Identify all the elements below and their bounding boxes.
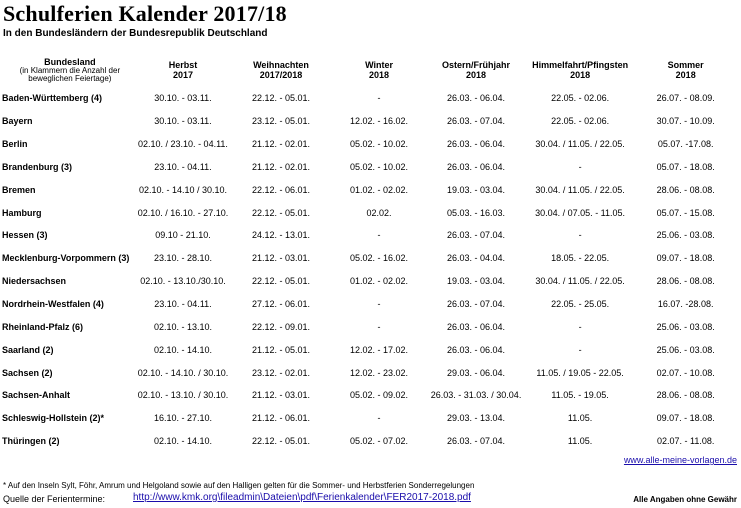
table-row (2, 270, 739, 293)
winter-cell: - (377, 413, 381, 424)
winter-cell: 12.02. - 23.02. (350, 367, 409, 378)
herbst-cell: 02.10. - 13.10. / 30.10. (137, 390, 229, 401)
header-sommer (632, 52, 739, 87)
weihnachten-cell: 23.12. - 05.01. (251, 116, 311, 127)
header-herbst-year: 2017 (172, 69, 193, 80)
table-row (2, 338, 739, 361)
weihnachten-cell: 21.12. - 02.01. (251, 161, 311, 172)
sommer-cell: 28.06. - 08.08. (656, 390, 715, 401)
weihnachten-cell: 21.12. - 05.01. (251, 344, 311, 355)
table-header-row (2, 52, 739, 87)
ostern-cell: 26.03. - 07.04. (447, 436, 506, 447)
sommer-cell: 30.07. - 10.09. (656, 116, 715, 127)
sommer-cell: 25.06. - 03.08. (656, 344, 715, 355)
disclaimer: Alle Angaben ohne Gewähr (633, 495, 737, 504)
table-row (2, 247, 739, 270)
state-name: Thüringen (2) (2, 436, 60, 447)
sommer-cell: 05.07. - 18.08. (656, 161, 715, 172)
ostern-cell: 26.03. - 04.04. (447, 253, 506, 264)
weihnachten-cell: 22.12. - 05.01. (251, 93, 311, 104)
herbst-cell: 16.10. - 27.10. (153, 413, 212, 424)
header-sommer-year: 2018 (675, 69, 696, 80)
weihnachten-cell: 21.12. - 06.01. (251, 413, 311, 424)
state-name: Saarland (2) (2, 344, 54, 355)
ostern-cell: 26.03. - 07.04. (447, 299, 506, 310)
ostern-cell: 19.03. - 03.04. (447, 276, 506, 287)
herbst-cell: 30.10. - 03.11. (154, 116, 212, 127)
sommer-cell: 09.07. - 18.08. (656, 253, 715, 264)
header-winter-label: Winter (365, 59, 393, 70)
pfingsten-cell: 30.04. / 11.05. / 22.05. (535, 139, 625, 150)
weihnachten-cell: 22.12. - 05.01. (251, 436, 311, 447)
state-name: Nordrhein-Westfalen (4) (2, 299, 104, 310)
ostern-cell: 26.03. - 06.04. (447, 161, 506, 172)
winter-cell: 05.02. - 16.02. (350, 253, 409, 264)
pfingsten-cell: 18.05. - 22.05. (551, 253, 610, 264)
sommer-cell: 28.06. - 08.08. (656, 184, 715, 195)
winter-cell: - (377, 93, 381, 104)
pfingsten-cell: 22.05. - 02.06. (551, 93, 610, 104)
winter-cell: 12.02. - 17.02. (350, 344, 409, 355)
ostern-cell: 29.03. - 13.04. (447, 413, 506, 424)
pfingsten-cell: 22.05. - 25.05. (551, 299, 610, 310)
state-name: Rheinland-Pfalz (6) (2, 321, 84, 332)
state-name: Schleswig-Hollstein (2)* (2, 413, 105, 424)
herbst-cell: 02.10. - 14.10. (153, 436, 212, 447)
weihnachten-cell: 21.12. - 03.01. (251, 253, 311, 264)
table-row (2, 87, 739, 110)
sommer-cell: 05.07. - 15.08. (656, 207, 715, 218)
header-state-title: Bundesland (44, 56, 96, 67)
state-name: Mecklenburg-Vorpommern (3) (2, 253, 130, 264)
table-row (2, 156, 739, 179)
sommer-cell: 05.07. -17.08. (657, 139, 714, 150)
ostern-cell: 26.03. - 31.03. / 30.04. (430, 390, 522, 401)
herbst-cell: 23.10. - 28.10. (153, 253, 212, 264)
page-title: Schulferien Kalender 2017/18 (3, 1, 287, 26)
table-row (2, 224, 739, 247)
sommer-cell: 02.07. - 10.08. (656, 367, 715, 378)
header-herbst (138, 52, 228, 87)
herbst-cell: 02.10. / 16.10. - 27.10. (137, 207, 229, 218)
herbst-cell: 09.10 - 21.10. (155, 230, 211, 241)
weihnachten-cell: 24.12. - 13.01. (251, 230, 311, 241)
winter-cell: 01.02. - 02.02. (350, 276, 409, 287)
winter-cell: 05.02. - 09.02. (350, 390, 409, 401)
pfingsten-cell: 30.04. / 07.05. - 11.05. (535, 207, 626, 218)
state-name: Berlin (2, 139, 28, 150)
table-row (2, 315, 739, 338)
pfingsten-cell: 30.04. / 11.05. / 22.05. (535, 276, 625, 287)
state-name: Hessen (3) (2, 230, 48, 241)
winter-cell: 05.02. - 10.02. (350, 139, 409, 150)
herbst-cell: 02.10. - 13.10. (153, 321, 212, 332)
table-row (2, 384, 739, 407)
state-name: Sachsen (2) (2, 367, 53, 378)
header-pfingsten-label: Himmelfahrt/Pfingsten (532, 59, 629, 70)
state-name: Niedersachsen (2, 276, 67, 287)
header-herbst-label: Herbst (168, 59, 198, 70)
table-row (2, 201, 739, 224)
sommer-cell: 25.06. - 03.08. (656, 230, 715, 241)
herbst-cell: 23.10. - 04.11. (154, 161, 212, 172)
sommer-cell: 25.06. - 03.08. (656, 321, 715, 332)
header-winter (334, 52, 424, 87)
winter-cell: 01.02. - 02.02. (350, 184, 409, 195)
ostern-cell: 29.03. - 06.04. (447, 367, 506, 378)
sommer-cell: 09.07. - 18.08. (656, 413, 715, 424)
pfingsten-cell: 11.05. (567, 413, 593, 424)
header-state (2, 52, 138, 87)
pfingsten-cell: - (578, 344, 582, 355)
footnote: * Auf den Inseln Sylt, Föhr, Amrum und Helgoland sowie auf den Halligen gelten für die Sommer- und Herbstferien Sonderregelungen (3, 481, 475, 490)
pfingsten-cell: 11.05. / 19.05 - 22.05. (536, 367, 624, 378)
header-pfingsten-year: 2018 (570, 69, 591, 80)
table-row (2, 293, 739, 316)
herbst-cell: 02.10. / 23.10. - 04.11. (138, 139, 228, 150)
winter-cell: 05.02. - 10.02. (350, 161, 409, 172)
ostern-cell: 26.03. - 06.04. (447, 93, 506, 104)
weihnachten-cell: 23.12. - 02.01. (251, 367, 311, 378)
header-state-note-2: beweglichen Feiertage) (28, 73, 112, 83)
ostern-cell: 26.03. - 06.04. (447, 344, 506, 355)
weihnachten-cell: 22.12. - 05.01. (251, 207, 311, 218)
winter-cell: 05.02. - 07.02. (350, 436, 409, 447)
herbst-cell: 23.10. - 04.11. (154, 299, 212, 310)
table-row (2, 133, 739, 156)
table-row (2, 178, 739, 201)
winter-cell: 02.02. (366, 207, 392, 218)
state-name: Hamburg (2, 207, 42, 218)
ostern-cell: 26.03. - 07.04. (447, 230, 506, 241)
herbst-cell: 02.10. - 14.10. (153, 344, 212, 355)
ostern-cell: 19.03. - 03.04. (447, 184, 506, 195)
header-ostern-label: Ostern/Frühjahr (442, 59, 511, 70)
header-pfingsten (528, 52, 633, 87)
winter-cell: - (377, 299, 381, 310)
header-sommer-label: Sommer (667, 59, 704, 70)
page-subtitle: In den Bundesländern der Bundesrepublik Deutschland (3, 28, 268, 39)
source-label: Quelle der Ferientermine: (3, 494, 106, 504)
ostern-cell: 26.03. - 06.04. (447, 139, 506, 150)
pfingsten-cell: - (578, 230, 582, 241)
weihnachten-cell: 21.12. - 03.01. (251, 390, 311, 401)
header-state-note-1: (in Klammern die Anzahl der (19, 65, 121, 75)
state-name: Bremen (2, 184, 36, 195)
pfingsten-cell: 22.05. - 02.06. (551, 116, 610, 127)
weihnachten-cell: 27.12. - 06.01. (251, 299, 311, 310)
herbst-cell: 02.10. - 14.10. / 30.10. (137, 367, 229, 378)
ostern-cell: 05.03. - 16.03. (447, 207, 506, 218)
weihnachten-cell: 22.12. - 06.01. (251, 184, 311, 195)
header-weihnachten-label: Weihnachten (253, 59, 309, 70)
sommer-cell: 28.06. - 08.08. (656, 276, 715, 287)
weihnachten-cell: 22.12. - 05.01. (251, 276, 311, 287)
pfingsten-cell: 11.05. (567, 436, 593, 447)
pfingsten-cell: - (578, 321, 582, 332)
weihnachten-cell: 21.12. - 02.01. (251, 139, 311, 150)
table-row (2, 110, 739, 133)
table-row (2, 430, 739, 453)
header-weihnachten-year: 2017/2018 (259, 69, 303, 80)
state-name: Brandenburg (3) (2, 161, 73, 172)
header-weihnachten (228, 52, 334, 87)
holiday-table (2, 52, 739, 453)
website-link[interactable]: www.alle-meine-vorlagen.de (623, 455, 737, 465)
pfingsten-cell: 11.05. - 19.05. (551, 390, 609, 401)
sommer-cell: 16.07. -28.08. (657, 299, 714, 310)
pfingsten-cell: 30.04. / 11.05. / 22.05. (535, 184, 625, 195)
pfingsten-cell: - (578, 161, 582, 172)
ostern-cell: 26.03. - 06.04. (447, 321, 506, 332)
herbst-cell: 30.10. - 03.11. (154, 93, 212, 104)
state-name: Bayern (2, 116, 33, 127)
sommer-cell: 26.07. - 08.09. (656, 93, 715, 104)
winter-cell: - (377, 230, 381, 241)
state-name: Baden-Württemberg (4) (2, 93, 103, 104)
ostern-cell: 26.03. - 07.04. (447, 116, 506, 127)
winter-cell: 12.02. - 16.02. (350, 116, 409, 127)
herbst-cell: 02.10. - 13.10./30.10. (140, 276, 226, 287)
header-ostern-year: 2018 (466, 69, 487, 80)
header-ostern (424, 52, 528, 87)
winter-cell: - (377, 321, 381, 332)
source-link[interactable]: http://www.kmk.org\fileadmin\Dateien\pdf\Ferienkalender\FER2017-2018.pdf (133, 492, 471, 503)
header-winter-year: 2018 (369, 69, 390, 80)
herbst-cell: 02.10. - 14.10 / 30.10. (138, 184, 228, 195)
table-row (2, 361, 739, 384)
state-name: Sachsen-Anhalt (2, 390, 71, 401)
table-row (2, 407, 739, 430)
weihnachten-cell: 22.12. - 09.01. (251, 321, 311, 332)
sommer-cell: 02.07. - 11.08. (657, 436, 715, 447)
